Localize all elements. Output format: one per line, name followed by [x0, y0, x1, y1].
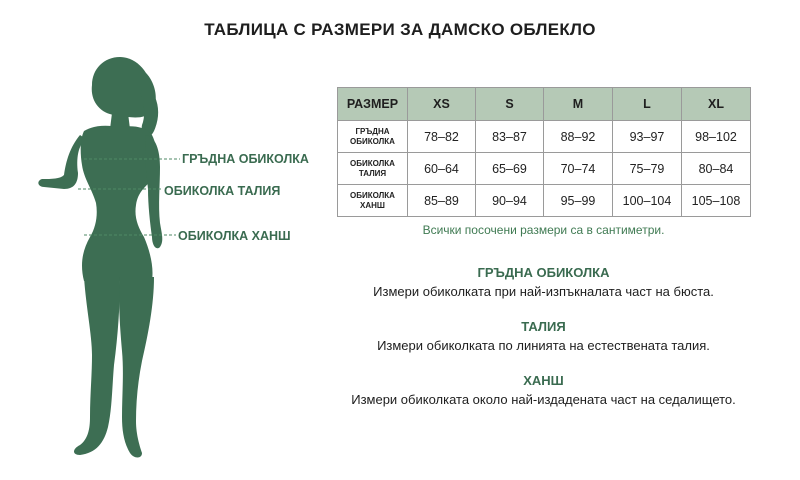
- table-cell: 65–69: [476, 153, 544, 185]
- body-figure: [20, 55, 320, 465]
- row-label-line: ГРЪДНА: [355, 126, 390, 136]
- row-label-line: ОБИКОЛКА: [350, 190, 395, 200]
- table-cell: 100–104: [613, 185, 682, 217]
- table-cell: 98–102: [682, 121, 751, 153]
- header-cell-m: M: [544, 88, 613, 121]
- waist-section-heading: ТАЛИЯ: [521, 319, 566, 334]
- row-label-line: ОБИКОЛКА: [350, 158, 395, 168]
- table-row-bust: [338, 121, 751, 153]
- size-table: [337, 87, 751, 217]
- table-cell: 75–79: [613, 153, 682, 185]
- bust-section-text: Измери обиколката при най-изпъкналата част на бюста.: [373, 284, 714, 299]
- table-cell: 60–64: [408, 153, 476, 185]
- row-label-line: ОБИКОЛКА: [350, 136, 395, 146]
- row-label-bust: [338, 121, 408, 153]
- row-label-line: ТАЛИЯ: [358, 168, 387, 178]
- table-cell: 80–84: [682, 153, 751, 185]
- table-cell: 88–92: [544, 121, 613, 153]
- table-cell: 83–87: [476, 121, 544, 153]
- table-cell: 78–82: [408, 121, 476, 153]
- woman-silhouette-icon: [20, 55, 320, 465]
- waist-label: ОБИКОЛКА ТАЛИЯ: [164, 184, 281, 198]
- table-row-hip: [338, 185, 751, 217]
- table-cell: 93–97: [613, 121, 682, 153]
- units-note: Всички посочени размери са в сантиметри.: [422, 223, 665, 237]
- table-cell: 90–94: [476, 185, 544, 217]
- row-label-hip: [338, 185, 408, 217]
- page-title: ТАБЛИЦА С РАЗМЕРИ ЗА ДАМСКО ОБЛЕКЛО: [204, 20, 596, 39]
- hip-label: ОБИКОЛКА ХАНШ: [178, 229, 291, 243]
- hip-section-text: Измери обиколката около най-издадената част на седалището.: [351, 392, 736, 407]
- table-row-waist: [338, 153, 751, 185]
- header-cell-l: L: [613, 88, 682, 121]
- bust-label: ГРЪДНА ОБИКОЛКА: [182, 152, 309, 166]
- header-cell-xl: XL: [682, 88, 751, 121]
- header-cell-s: S: [476, 88, 544, 121]
- hip-section-heading: ХАНШ: [523, 373, 564, 388]
- table-cell: 105–108: [682, 185, 751, 217]
- header-cell-xs: XS: [408, 88, 476, 121]
- row-label-line: ХАНШ: [360, 200, 385, 210]
- bust-section-heading: ГРЪДНА ОБИКОЛКА: [477, 265, 610, 280]
- table-cell: 85–89: [408, 185, 476, 217]
- table-header-row: [338, 88, 751, 121]
- table-cell: 95–99: [544, 185, 613, 217]
- table-cell: 70–74: [544, 153, 613, 185]
- header-cell-size: РАЗМЕР: [338, 88, 408, 121]
- waist-section-text: Измери обиколката по линията на естествената талия.: [377, 338, 710, 353]
- row-label-waist: [338, 153, 408, 185]
